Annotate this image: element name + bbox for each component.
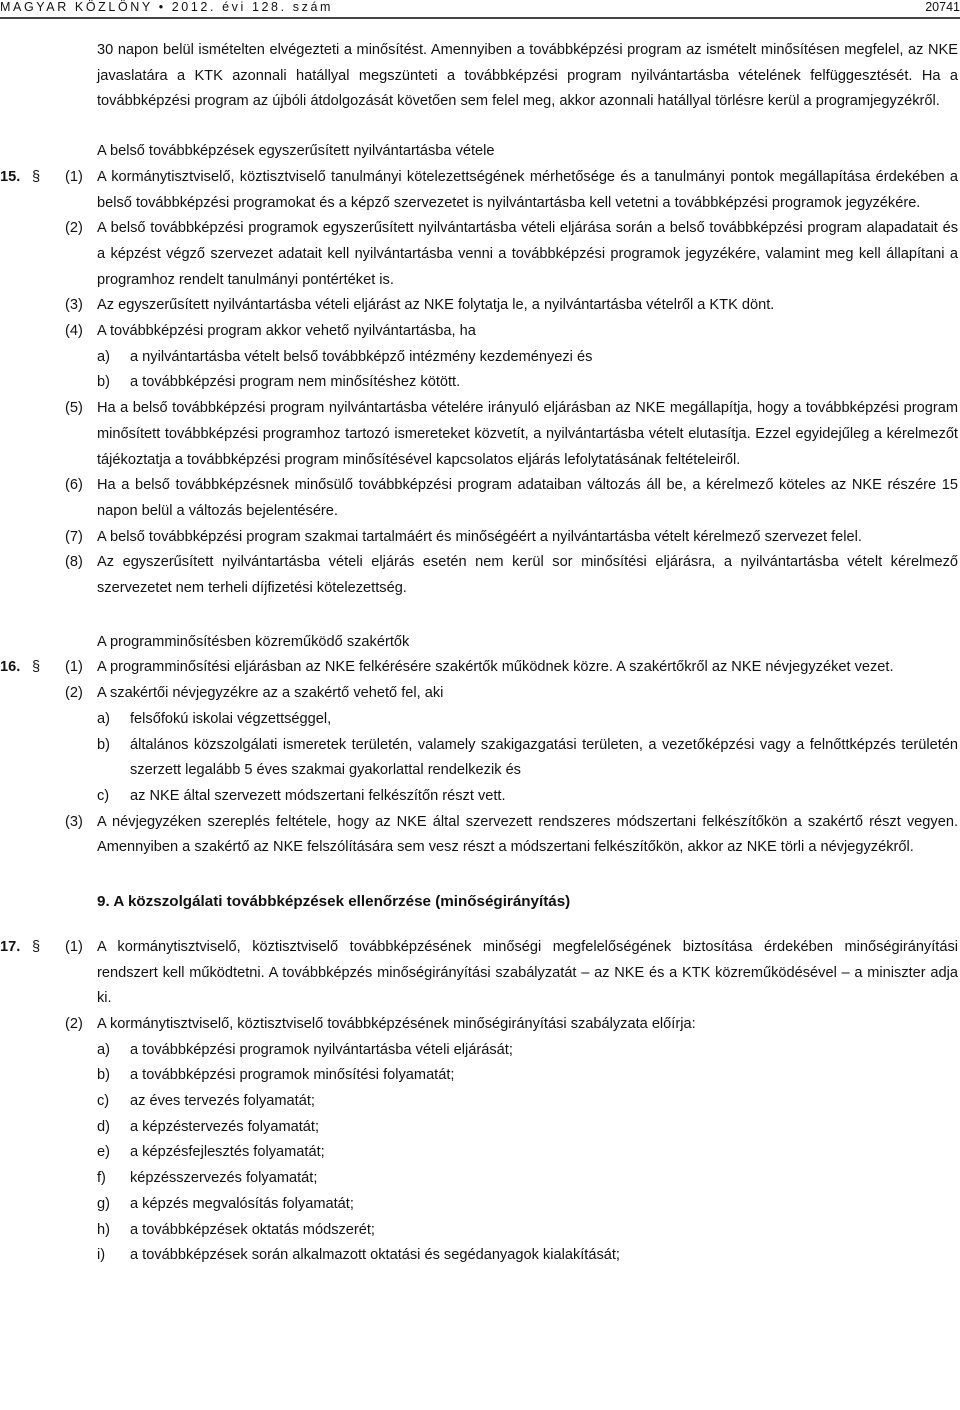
item-text: a továbbképzési programok minősítési folyamatát; bbox=[130, 1067, 455, 1084]
list-item bbox=[97, 1192, 958, 1218]
paragraph-text: A szakértői névjegyzékre az a szakértő vehető fel, aki bbox=[97, 685, 444, 702]
paragraph-text: Ha a belső továbbképzési program nyilvántartásba vételére irányuló eljárásban az NKE megállapítja, hogy a továbbképzési program minősített továbbképzési programhoz tartozó ismereteket közvetít, a nyilvántartásba vételt elutasítja. Ezzel egyidejűleg a kérelmezőt tájékoztatja a továbbképzési program minősítésével kapcsolatos eljárás lefolytatásának feltételeiről. bbox=[97, 400, 958, 468]
section-15-para-5 bbox=[65, 396, 958, 473]
paragraph-text: Ha a belső továbbképzésnek minősülő továbbképzési program adataiban változás áll be, a kérelmező köteles az NKE részére 15 napon belül a változás bejelentésére. bbox=[97, 477, 958, 519]
section-15-para-6 bbox=[65, 473, 958, 524]
section-15-para-7 bbox=[65, 525, 958, 551]
paragraph-text: A névjegyzéken szereplés feltétele, hogy az NKE által szervezett rendszeres módszertani felkészítőkön a szakértő részt vegyen. Amennyiben a szakértő az NKE felszólítására sem vesz részt a módszertani felkészítőkön, akkor az NKE törli a névjegyzékről. bbox=[97, 813, 958, 856]
item-text: a nyilvántartásba vételt belső továbbképző intézmény kezdeményezi és bbox=[130, 348, 593, 365]
item-letter: a) bbox=[97, 348, 110, 365]
paragraph-number: (7) bbox=[65, 528, 83, 545]
item-letter: i) bbox=[97, 1247, 106, 1264]
item-text: a továbbképzések során alkalmazott oktatási és segédanyagok kialakítását; bbox=[130, 1247, 620, 1264]
item-letter: d) bbox=[97, 1118, 110, 1135]
item-text: a továbbképzési programok nyilvántartásba vételi eljárását; bbox=[130, 1041, 513, 1058]
item-letter: g) bbox=[97, 1195, 110, 1212]
item-text: általános közszolgálati ismeretek területén, valamely szakigazgatási területen, a vezetőképzési vagy a felnőttképzés területén szerzett legalább 5 éves szakmai gyakorlattal rendelkezik és bbox=[130, 736, 958, 779]
paragraph-text: A továbbképzési program akkor vehető nyilvántartásba, ha bbox=[97, 323, 476, 340]
section-15-para-4 bbox=[65, 319, 958, 345]
list-item bbox=[97, 1038, 958, 1064]
section-16-para-1 bbox=[0, 655, 958, 681]
list-item bbox=[97, 1063, 958, 1089]
item-text: a továbbképzési program nem minősítéshez kötött. bbox=[130, 374, 461, 391]
item-letter: f) bbox=[97, 1170, 106, 1187]
item-letter: b) bbox=[97, 736, 110, 753]
paragraph-text: Az egyszerűsített nyilvántartásba vételi eljárás esetén nem kerül sor minősítési eljárásra, a nyilvántartásba vételt kérelmező szervezetet nem terheli díjfizetési kötelezettség. bbox=[97, 554, 958, 597]
item-text: az NKE által szervezett módszertani felkészítőn részt vett. bbox=[130, 787, 506, 804]
paragraph-text: A programminősítési eljárásban az NKE felkérésére szakértők működnek közre. A szakértőkről az NKE névjegyzéket vezet. bbox=[97, 659, 894, 676]
paragraph-text: Az egyszerűsített nyilvántartásba vételi eljárást az NKE folytatja le, a nyilvántartásba vételről a KTK dönt. bbox=[97, 297, 775, 314]
paragraph-text: A belső továbbképzési program szakmai tartalmáért és minőségéért a nyilvántartásba vételt kérelmező szervezet felel. bbox=[97, 528, 862, 545]
item-letter: a) bbox=[97, 1041, 110, 1058]
list-item bbox=[97, 733, 958, 784]
item-text: a továbbképzések oktatás módszerét; bbox=[130, 1221, 375, 1238]
paragraph-number: (4) bbox=[65, 323, 83, 340]
section-sign: § bbox=[32, 168, 41, 185]
item-letter: c) bbox=[97, 787, 110, 804]
section-17-para-2 bbox=[65, 1012, 958, 1038]
list-item bbox=[97, 1218, 958, 1244]
paragraph-text: A kormánytisztviselő, köztisztviselő továbbképzésének minőségirányítási szabályzata előírja: bbox=[97, 1015, 696, 1032]
paragraph-number: (2) bbox=[65, 685, 83, 702]
section-number: 16. bbox=[0, 659, 21, 676]
page-header bbox=[0, 0, 960, 17]
section-15-para-3 bbox=[65, 293, 958, 319]
item-text: az éves tervezés folyamatát; bbox=[130, 1093, 315, 1110]
list-item bbox=[97, 345, 958, 371]
item-text: a képzésfejlesztés folyamatát; bbox=[130, 1144, 325, 1161]
intro-paragraph: 30 napon belül ismételten elvégezteti a minősítést. Amennyiben a továbbképzési program az ismételt minősítésen megfelel, az NKE javaslatára a KTK azonnali hatállyal megszünteti a továbbképzési program nyilvántartásba vételének felfüggesztését. Ha a továbbképzési program az újbóli átdolgozását követően sem felel meg, akkor azonnali hatállyal törlésre kerül a programjegyzékről. bbox=[97, 42, 958, 110]
section-number: 15. bbox=[0, 168, 21, 185]
paragraph-number: (2) bbox=[65, 220, 83, 237]
item-letter: e) bbox=[97, 1144, 110, 1161]
section-15-title: A belső továbbképzések egyszerűsített nyilvántartásba vétele bbox=[97, 143, 495, 160]
section-16-title: A programminősítésben közreműködő szakértők bbox=[97, 633, 410, 650]
section-17-para-1 bbox=[0, 935, 958, 1012]
list-item bbox=[97, 707, 958, 733]
paragraph-number: (1) bbox=[65, 938, 83, 955]
paragraph-text: A kormánytisztviselő, köztisztviselő tanulmányi kötelezettségének mérhetősége és a tanulmányi pontok megállapítása érdekében a belső továbbképzési programokat és a képző szervezetet is nyilvántartásba kell vetetni a továbbképzési programok jegyzékére. bbox=[97, 168, 958, 211]
item-letter: h) bbox=[97, 1221, 110, 1238]
section-16-para-3 bbox=[65, 810, 958, 861]
section-15-para-8 bbox=[65, 550, 958, 601]
item-text: a képzés megvalósítás folyamatát; bbox=[130, 1195, 354, 1212]
paragraph-text: A kormánytisztviselő, köztisztviselő továbbképzésének minőségi megfelelőségének biztosítása érdekében minőségirányítási rendszert kell működtetni. A továbbképzés minőségirányítási szabályzatát – az NKE és a KTK közreműködésével – a miniszter adja ki. bbox=[97, 938, 958, 1007]
chapter-9-heading: 9. A közszolgálati továbbképzések ellenőrzése (minőségirányítás) bbox=[97, 893, 571, 911]
paragraph-number: (5) bbox=[65, 400, 83, 417]
publication-title: MAGYAR KÖZLÖNY • 2012. évi 128. szám bbox=[0, 0, 334, 14]
list-item bbox=[97, 1089, 958, 1115]
section-number: 17. bbox=[0, 938, 21, 955]
list-item bbox=[97, 370, 958, 396]
paragraph-text: A belső továbbképzési programok egyszerűsített nyilvántartásba vételi eljárása során a belső továbbképzési program alapadatait és a képzést végző szervezet adatait kell nyilvántartásba venni a továbbképzési programok jegyzékére, valamint meg kell állapítani a programhoz rendelt tanulmányi pontértéket is. bbox=[97, 220, 958, 288]
paragraph-number: (8) bbox=[65, 554, 83, 571]
paragraph-number: (3) bbox=[65, 297, 83, 314]
list-item bbox=[97, 1115, 958, 1141]
item-letter: c) bbox=[97, 1093, 110, 1110]
paragraph-number: (6) bbox=[65, 477, 83, 494]
item-text: képzésszervezés folyamatát; bbox=[130, 1170, 318, 1187]
item-letter: b) bbox=[97, 374, 110, 391]
section-sign: § bbox=[32, 659, 41, 676]
paragraph-number: (2) bbox=[65, 1015, 83, 1032]
section-16-para-2 bbox=[65, 681, 958, 707]
section-sign: § bbox=[32, 938, 41, 955]
list-item bbox=[97, 1140, 958, 1166]
section-15-para-2 bbox=[65, 216, 958, 293]
paragraph-number: (1) bbox=[65, 659, 83, 676]
page-number: 20741 bbox=[925, 0, 960, 14]
paragraph-number: (3) bbox=[65, 813, 83, 830]
item-text: a képzéstervezés folyamatát; bbox=[130, 1118, 319, 1135]
item-letter: b) bbox=[97, 1067, 110, 1084]
item-letter: a) bbox=[97, 710, 110, 727]
paragraph-number: (1) bbox=[65, 168, 83, 185]
section-15-para-1 bbox=[0, 165, 958, 216]
list-item bbox=[97, 1243, 958, 1269]
document-body bbox=[0, 38, 958, 1269]
list-item bbox=[97, 784, 958, 810]
list-item bbox=[97, 1166, 958, 1192]
item-text: felsőfokú iskolai végzettséggel, bbox=[130, 710, 332, 727]
header-rule bbox=[0, 17, 960, 19]
